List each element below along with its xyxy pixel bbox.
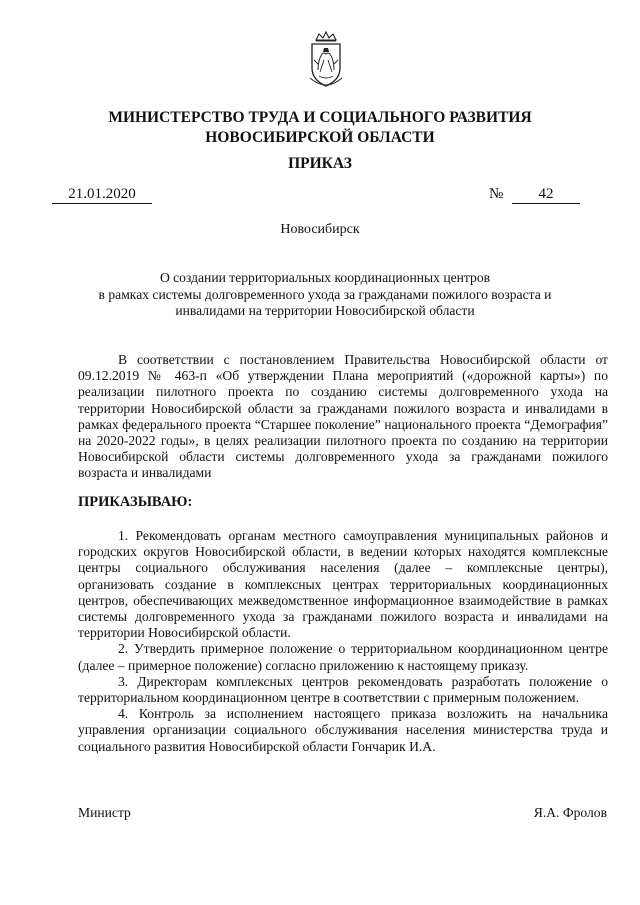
coat-of-arms-icon xyxy=(304,30,348,90)
subject-line1: О создании территориальных координационных центров xyxy=(159,270,491,285)
preamble-paragraph: В соответствии с постановлением Правительства Новосибирской области от 09.12.2019 № 463-п «Об утверждении Плана мероприятий («дорожной карты») по реализации пилотного проекта по созданию системы долговременного ухода на территории Новосибирской области за гражданами пожилого возраста и инвалидами в рамках федерального проекта “Старшее поколение” национального проекта “Демография” на 2020-2022 годы», в целях реализации пилотного проекта по созданию на территории Новосибирской области системы долговременного ухода за гражданами пожилого возраста и инвалидами xyxy=(78,352,608,481)
ministry-name-line2: НОВОСИБИРСКОЙ ОБЛАСТИ xyxy=(205,129,435,146)
order-item-4: 4. Контроль за исполнением настоящего приказа возложить на начальника управления организации социального обслуживания населения министерства труда и социального развития Новосибирской области Гончарик И.А. xyxy=(78,706,608,754)
document-type: ПРИКАЗ xyxy=(288,155,352,172)
document-date: 21.01.2020 xyxy=(52,185,152,204)
order-word: ПРИКАЗЫВАЮ: xyxy=(78,494,193,510)
order-item-2: 2. Утвердить примерное положение о территориальном координационном центре (далее – примерное положение) согласно приложению к настоящему приказу. xyxy=(78,641,608,673)
order-items xyxy=(78,528,608,755)
ministry-name-line1: МИНИСТЕРСТВО ТРУДА И СОЦИАЛЬНОГО РАЗВИТИЯ xyxy=(108,109,532,126)
document-number: 42 xyxy=(512,185,580,204)
subject-line3: инвалидами на территории Новосибирской области xyxy=(175,303,475,318)
order-item-3: 3. Директорам комплексных центров рекомендовать разработать положение о территориальном координационном центре в соответствии с примерным положением. xyxy=(78,673,608,706)
ministry-name xyxy=(0,108,640,148)
city: Новосибирск xyxy=(280,222,360,237)
subject-line2: в рамках системы долговременного ухода за гражданами пожилого возраста и xyxy=(98,286,552,302)
signatory-title: Министр xyxy=(78,805,131,820)
number-sign: № xyxy=(489,186,504,202)
signatory-name: Я.А. Фролов xyxy=(533,805,607,820)
document-subject xyxy=(60,270,590,320)
order-item-1: 1. Рекомендовать органам местного самоуправления муниципальных районов и городских округов Новосибирской области, в ведении которых находятся комплексные центры социального обслуживания населения (далее – комплексные центры), организовать создание в комплексных центрах территориальных координационных центров, обеспечивающих межведомственное информационное взаимодействие в рамках системы долговременного ухода за гражданами пожилого возраста и инвалидами на территории Новосибирской области. xyxy=(78,528,608,641)
